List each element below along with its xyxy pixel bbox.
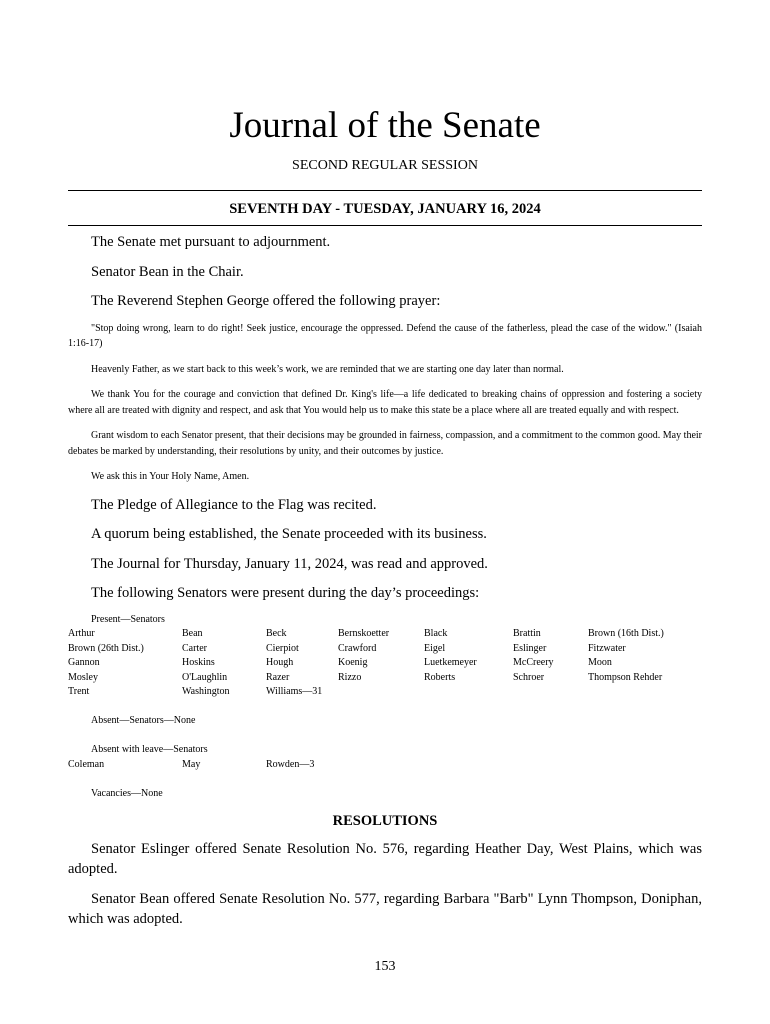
senator-name [588, 685, 702, 700]
session-subtitle: SECOND REGULAR SESSION [292, 158, 478, 173]
senator-name: Hough [266, 657, 294, 668]
present-senators-table [68, 627, 702, 700]
senator-name: Razer [266, 671, 290, 683]
senator-name: Coleman [68, 758, 105, 770]
table-row [68, 627, 702, 642]
page-number: 153 [374, 959, 396, 974]
senator-name: Schroer [513, 671, 545, 683]
senator-name: May [182, 758, 201, 770]
senator-name: Moon [588, 657, 612, 668]
absent-leave-heading: Absent with leave—Senators [91, 744, 208, 755]
senator-name: Cierpiot [266, 642, 299, 654]
senator-name: Gannon [68, 657, 100, 668]
senator-name: Fitzwater [588, 642, 626, 654]
quorum-line: A quorum being established, the Senate proceeded with its business. [91, 526, 487, 542]
senator-name: Rowden—3 [266, 758, 315, 770]
senator-name [513, 685, 588, 700]
senator-name: Luetkemeyer [424, 657, 477, 668]
vacancies-line: Vacancies—None [91, 787, 163, 799]
senator-name: O'Laughlin [182, 671, 228, 683]
opening-adjournment: The Senate met pursuant to adjournment. [91, 234, 331, 250]
senator-name: Brown (16th Dist.) [588, 628, 664, 639]
senator-name: Crawford [338, 642, 377, 654]
senator-name: Washington [182, 686, 230, 697]
senator-name: Black [424, 628, 448, 639]
prayer-paragraph: Grant wisdom to each Senator present, that their decisions may be grounded in fairness, compassion, and a commitment to the common good. May their debates be marked by understanding, their resolutions by unity, and their outcomes by justice. [68, 430, 702, 457]
table-row [68, 656, 702, 671]
table-row [68, 642, 702, 657]
journal-approved-line: The Journal for Thursday, January 11, 2024, was read and approved. [91, 555, 488, 572]
journal-body [68, 232, 702, 938]
resolution-item: Senator Eslinger offered Senate Resolution No. 576, regarding Heather Day, West Plains, which was adopted. [68, 841, 702, 877]
senator-name: Beck [266, 628, 287, 639]
opening-prayer-intro: The Reverend Stephen George offered the following prayer: [91, 293, 441, 309]
spacer [68, 772, 702, 787]
table-row [68, 671, 702, 686]
resolutions-heading: RESOLUTIONS [332, 813, 438, 829]
senator-name [424, 685, 513, 700]
senator-name: Brattin [513, 628, 541, 639]
prayer-paragraph: We thank You for the courage and conviction that defined Dr. King's life—a life dedicated to breaking chains of oppression and fostering a society where all are treated with dignity and respect, and ask that You would help us to make this state be a place where all are treated equally and with respect. [68, 389, 702, 416]
top-rule [68, 190, 702, 191]
present-intro-line: The following Senators were present during the day’s proceedings: [91, 585, 480, 601]
resolution-item: Senator Bean offered Senate Resolution No. 577, regarding Barbara "Barb" Lynn Thompson, Doniphan, which was adopted. [68, 890, 702, 927]
spacer [68, 700, 702, 715]
journal-title: Journal of the Senate [229, 105, 541, 146]
absent-leave-table [68, 758, 338, 773]
spacer [68, 729, 702, 744]
prayer-paragraph: Heavenly Father, as we start back to this week’s work, we are reminded that we are starting one day later than normal. [91, 363, 564, 375]
senator-name: Koenig [338, 657, 368, 668]
present-heading: Present—Senators [91, 613, 165, 625]
senator-name: Bean [182, 628, 203, 639]
absent-heading: Absent—Senators—None [91, 715, 196, 726]
day-heading: SEVENTH DAY - TUESDAY, JANUARY 16, 2024 [229, 201, 541, 217]
senator-name [338, 685, 424, 700]
senator-name: Roberts [424, 671, 456, 683]
pledge-line: The Pledge of Allegiance to the Flag was recited. [91, 496, 377, 513]
table-row [68, 758, 338, 773]
senator-name: Thompson Rehder [588, 671, 663, 683]
table-row [68, 685, 702, 700]
senator-name: Williams—31 [266, 686, 323, 697]
senator-name: Eigel [424, 642, 446, 654]
senator-name: Eslinger [513, 642, 547, 654]
senator-name: Bernskoetter [338, 628, 390, 639]
opening-chair: Senator Bean in the Chair. [91, 263, 244, 280]
senator-name: Rizzo [338, 671, 362, 683]
senator-name: Hoskins [182, 657, 215, 668]
prayer-paragraph: We ask this in Your Holy Name, Amen. [91, 471, 250, 482]
senator-name: Carter [182, 642, 207, 654]
senator-name: Mosley [68, 671, 98, 683]
prayer-paragraph: "Stop doing wrong, learn to do right! Seek justice, encourage the oppressed. Defend the cause of the fatherless, plead the case of the widow." (Isaiah 1:16-17) [68, 322, 702, 349]
senator-name: Arthur [68, 628, 95, 639]
bottom-rule [68, 225, 702, 226]
senator-name: Brown (26th Dist.) [68, 642, 144, 654]
senator-name: Trent [68, 686, 90, 697]
senator-name: McCreery [513, 657, 554, 668]
